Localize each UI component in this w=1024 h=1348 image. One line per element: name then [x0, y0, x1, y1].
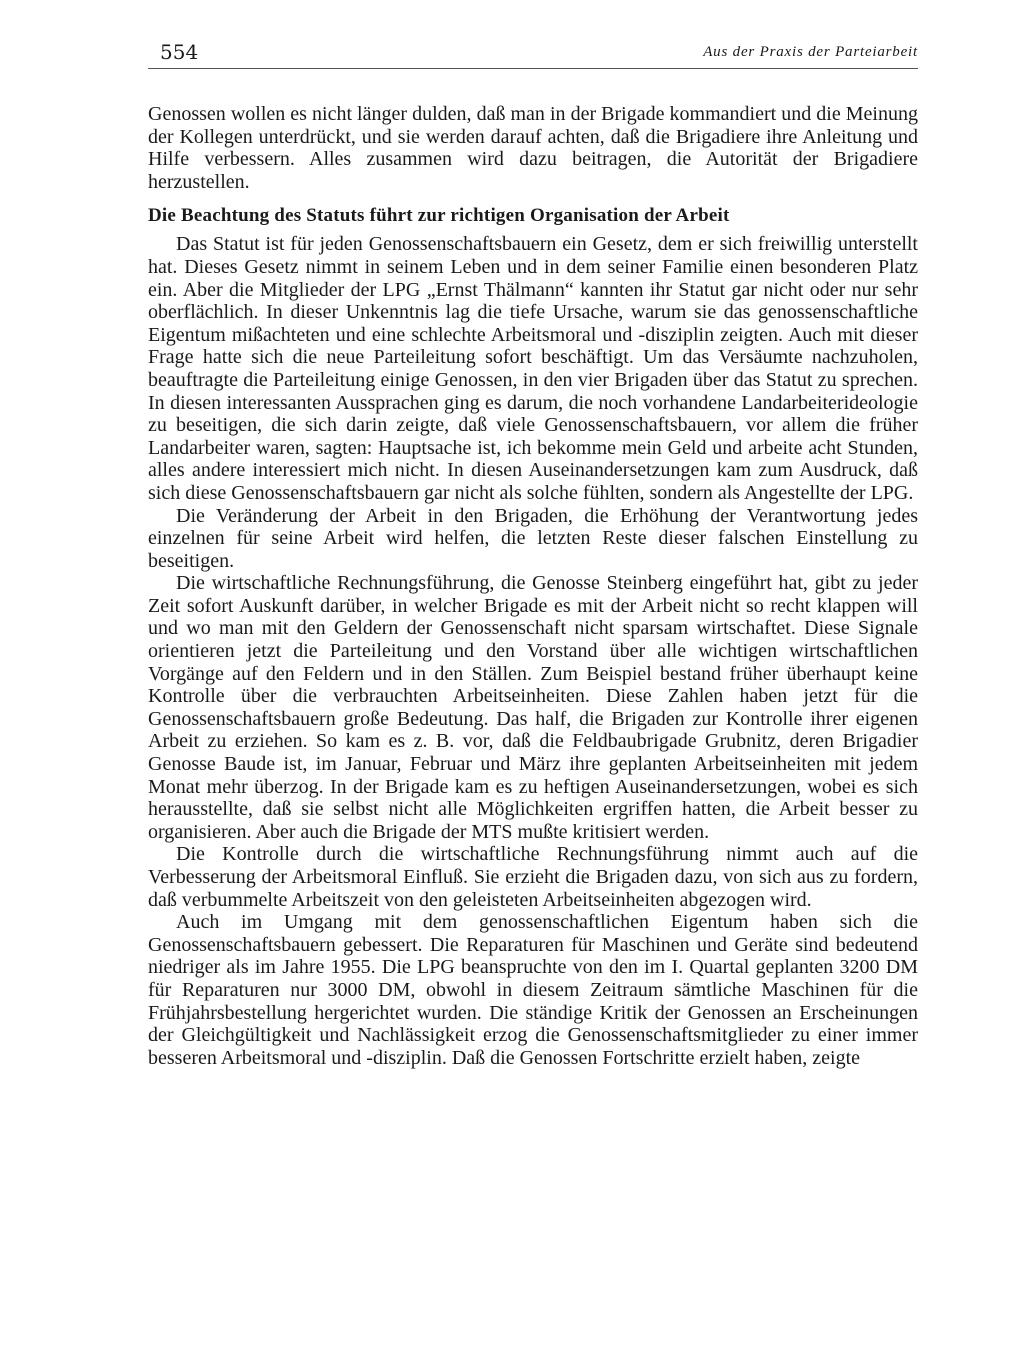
section-heading: Die Beachtung des Statuts führt zur richtigen Organisation der Arbeit: [148, 205, 730, 227]
book-page: [148, 38, 918, 1069]
running-head: Aus der Praxis der Parteiarbeit: [703, 44, 918, 60]
page-number: 554: [160, 40, 199, 64]
paragraph-statut: Das Statut ist für jeden Genossenschaftsbauern ein Gesetz, dem er sich freiwillig unterstellt hat. Dieses Gesetz nimmt in seinem Leben und in dem seiner Familie einen besonderen Platz ein. Aber die Mitglieder der LPG „Ernst Thälmann“ kannten ihr Statut gar nicht oder nur sehr oberflächlich. In dieser Unkenntnis lag die tiefe Ursache, warum sie das genossenschaftliche Eigentum mißachteten und eine schlechte Arbeitsmoral und -disziplin zeigten. Auch mit dieser Frage hatte sich die neue Parteileitung sofort beschäftigt. Um das Versäumte nachzuholen, beauftragte die Parteileitung einige Genossen, in den vier Brigaden über das Statut zu sprechen. In diesen interessanten Aussprachen ging es darum, die noch vorhandene Landarbeiterideologie zu beseitigen, die sich darin zeigte, daß viele Genossenschaftsbauern, vor allem die früher Landarbeiter waren, sagten: Hauptsache ist, ich bekomme mein Geld und arbeite acht Stunden, alles andere interessiert mich nicht. In diesen Auseinandersetzungen kam zum Ausdruck, daß sich diese Genossenschaftsbauern gar nicht als solche fühlten, sondern als Angestellte der LPG.: [148, 233, 918, 504]
paragraph-eigentum: Auch im Umgang mit dem genossenschaftlichen Eigentum haben sich die Genossenschaftsbauern gebessert. Die Reparaturen für Maschinen und Geräte sind bedeutend niedriger als im Jahre 1955. Die LPG beanspruchte von den im I. Quartal geplanten 3200 DM für Reparaturen nur 3000 DM, obwohl in diesem Zeitraum sämtliche Maschinen für die Frühjahrsbestellung hergerichtet wurden. Die ständige Kritik der Genossen an Erscheinungen der Gleichgültigkeit und Nachlässigkeit erzog die Genossenschaftsmitglieder zu einer immer besseren Arbeitsmoral und -disziplin. Daß die Genossen Fortschritte erzielt haben, zeigte: [148, 911, 918, 1069]
paragraph-veraenderung: Die Veränderung der Arbeit in den Brigaden, die Erhöhung der Verantwortung jedes einzelnen für seine Arbeit wird helfen, die letzten Reste dieser falschen Einstellung zu beseitigen.: [148, 504, 918, 572]
body-text: [148, 103, 918, 1069]
page-header: [148, 38, 918, 69]
paragraph-kontrolle: Die Kontrolle durch die wirtschaftliche Rechnungsführung nimmt auch auf die Verbesserung der Arbeitsmoral Einfluß. Sie erzieht die Brigaden dazu, von sich aus zu fordern, daß verbummelte Arbeitszeit von den geleisteten Arbeitseinheiten abgezogen wird.: [148, 843, 918, 911]
opening-paragraph: Genossen wollen es nicht länger dulden, daß man in der Brigade kommandiert und die Meinung der Kollegen unterdrückt, und sie werden darauf achten, daß die Brigadiere ihre Anleitung und Hilfe verbessern. Alles zusammen wird dazu beitragen, die Autorität der Brigadiere herzustellen.: [148, 103, 918, 193]
paragraph-rechnungsfuehrung: Die wirtschaftliche Rechnungsführung, die Genosse Steinberg eingeführt hat, gibt zu jeder Zeit sofort Auskunft darüber, in welcher Brigade es mit der Arbeit nicht so recht klappen will und wo man mit den Geldern der Genossenschaft nicht sparsam wirtschaftet. Diese Signale orientieren jetzt die Parteileitung und den Vorstand über alle wichtigen wirtschaftlichen Vorgänge auf den Feldern und in den Ställen. Zum Beispiel bestand früher überhaupt keine Kontrolle über die verbrauchten Arbeitseinheiten. Diese Zahlen haben jetzt für die Genossenschaftsbauern große Bedeutung. Das half, die Brigaden zur Kontrolle ihrer eigenen Arbeit zu erziehen. So kam es z. B. vor, daß die Feldbaubrigade Grubnitz, deren Brigadier Genosse Baude ist, im Januar, Februar und März ihre geplanten Arbeitseinheiten mit jedem Monat mehr überzog. In der Brigade kam es zu heftigen Auseinandersetzungen, wobei es sich herausstellte, daß sie selbst nicht alle Möglichkeiten ergriffen hatten, die Arbeit besser zu organisieren. Aber auch die Brigade der MTS mußte kritisiert werden.: [148, 572, 918, 843]
